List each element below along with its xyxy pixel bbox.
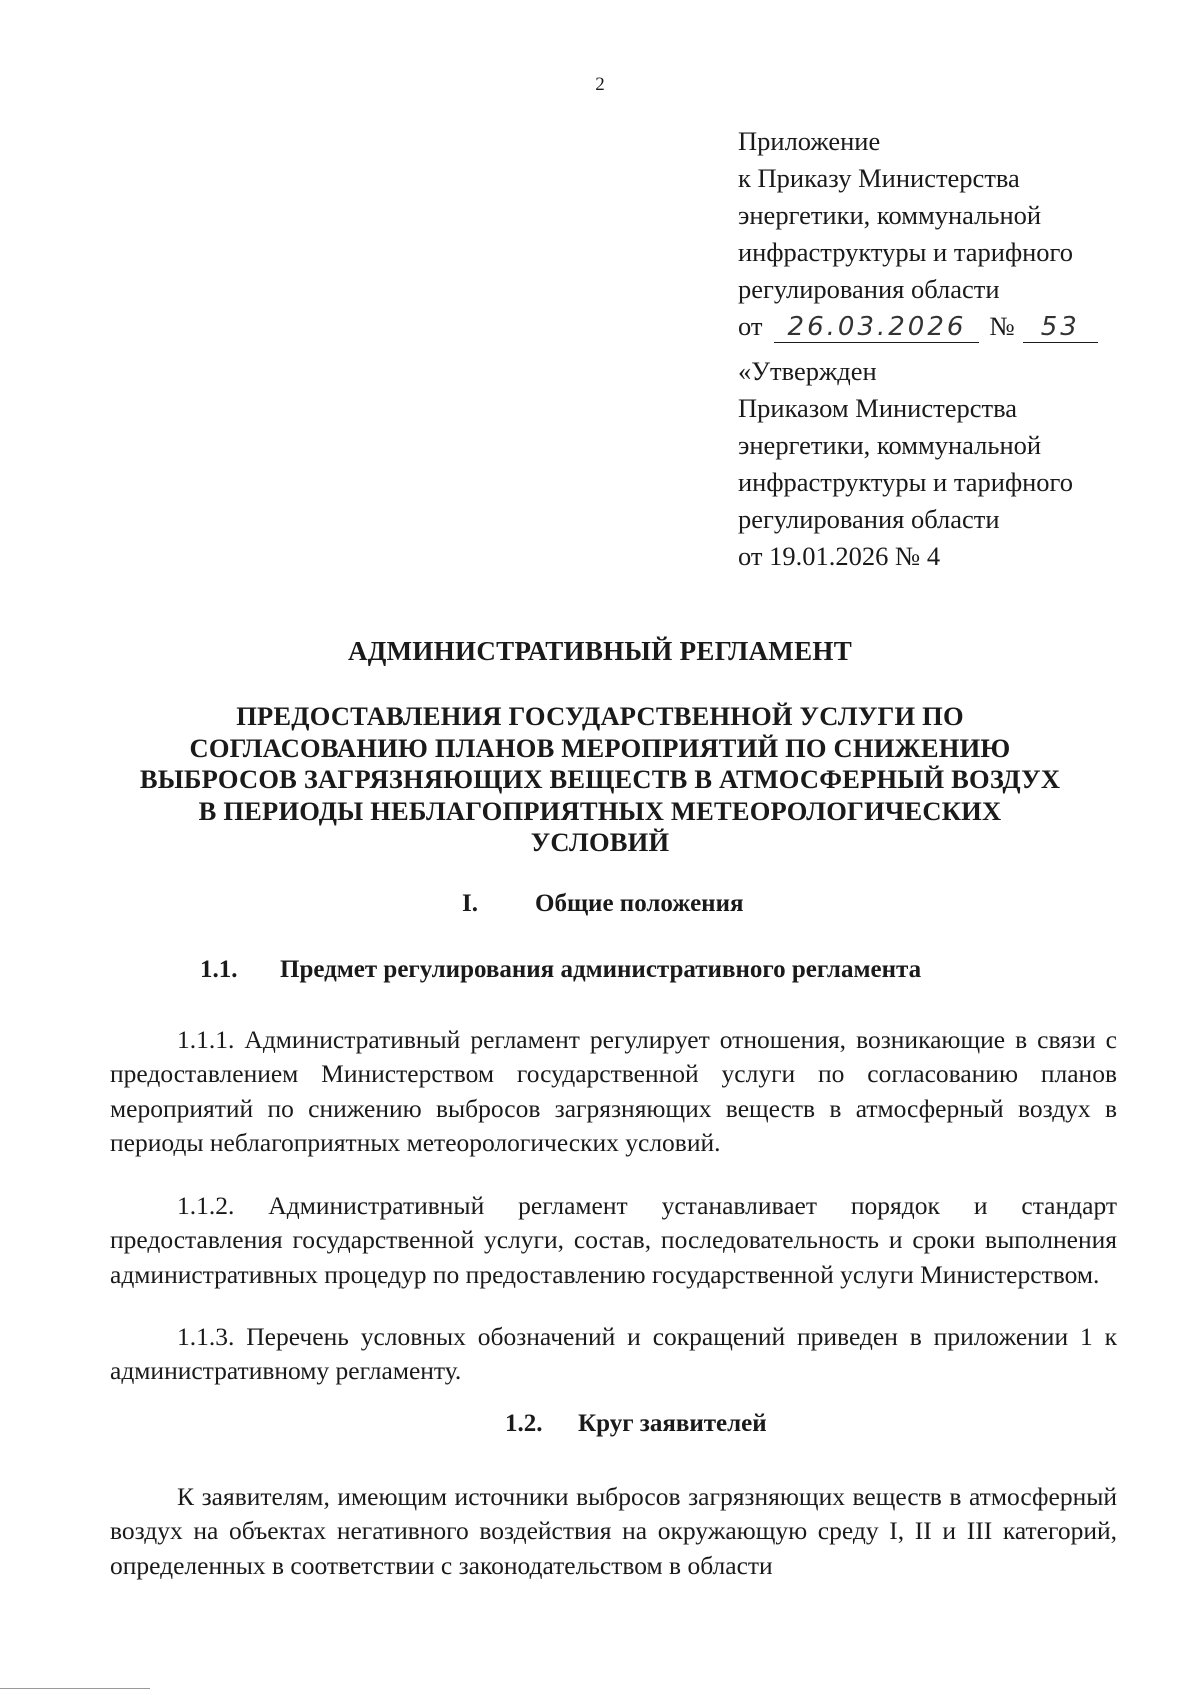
approved-line: от 19.01.2026 № 4 [738,541,941,571]
section-heading-applicants [505,1410,767,1438]
section-number: I. [462,890,478,917]
appendix-line: к Приказу Министерства [738,163,1020,193]
date-prefix: от [738,311,763,341]
section-title: Предмет регулирования административного регламента [280,956,922,983]
subtitle-line: ВЫБРОСОВ ЗАГРЯЗНЯЮЩИХ ВЕЩЕСТВ В АТМОСФЕРНЫЙ ВОЗДУХ [139,764,1061,794]
appendix-line: Приложение [738,126,881,156]
scan-artifact-line [0,1688,150,1689]
section-heading-subject [200,956,921,984]
appendix-line: инфраструктуры и тарифного [738,237,1074,267]
paragraph-1-1-3: 1.1.3. Перечень условных обозначений и сокращений приведен в приложении 1 к административному регламенту. [110,1322,1117,1386]
approved-header [738,353,1073,575]
subtitle-line: СОГЛАСОВАНИЮ ПЛАНОВ МЕРОПРИЯТИЙ ПО СНИЖЕНИЮ [189,732,1011,763]
subtitle-line: ПРЕДОСТАВЛЕНИЯ ГОСУДАРСТВЕННОЙ УСЛУГИ ПО [236,701,964,731]
handwritten-number: 53 [1023,312,1098,343]
appendix-line: энергетики, коммунальной [738,200,1042,230]
approved-line: энергетики, коммунальной [738,430,1042,460]
appendix-date-line [738,308,1098,345]
appendix-line: регулирования области [738,274,1000,304]
handwritten-date: 26.03.2026 [774,312,979,343]
appendix-header [738,123,1098,345]
approved-line: инфраструктуры и тарифного [738,467,1074,497]
document-title: АДМИНИСТРАТИВНЫЙ РЕГЛАМЕНТ [347,636,853,666]
section-heading-general [462,890,744,918]
section-title: Круг заявителей [578,1410,767,1437]
approved-line: «Утвержден [738,356,877,386]
subtitle-line: УСЛОВИЙ [530,827,670,857]
page-number: 2 [595,74,605,95]
document-subtitle [0,701,1200,859]
section-title: Общие положения [535,890,744,917]
approved-line: Приказом Министерства [738,393,1017,423]
paragraph-1-1-2: 1.1.2. Административный регламент устанавливает порядок и стандарт предоставления государственной услуги, состав, последовательность и сроки выполнения административных процедур по предоставлению государственной услуги Министерством. [110,1191,1117,1289]
paragraph-1-1-1: 1.1.1. Административный регламент регулирует отношения, возникающие в связи с предоставлением Министерством государственной услуги по согласованию планов мероприятий по снижению выбросов загрязняющих веществ в атмосферный воздух в периоды неблагоприятных метеорологических условий. [110,1025,1117,1157]
section-number: 1.1. [200,956,238,983]
number-sign: № [989,311,1015,341]
section-number: 1.2. [505,1410,543,1437]
paragraph-applicants: К заявителям, имеющим источники выбросов загрязняющих веществ в атмосферный воздух на объектах негативного воздействия на окружающую среду I, II и III категорий, определенных в соответствии с законодательством в области [110,1482,1117,1580]
approved-line: регулирования области [738,504,1000,534]
subtitle-line: В ПЕРИОДЫ НЕБЛАГОПРИЯТНЫХ МЕТЕОРОЛОГИЧЕСКИХ [198,795,1002,826]
